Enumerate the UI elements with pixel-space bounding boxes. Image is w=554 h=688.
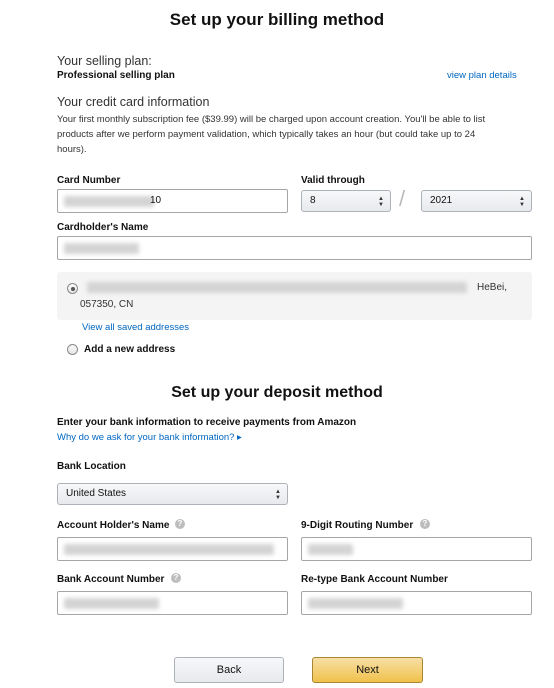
- retype-account-number-label: Re-type Bank Account Number: [301, 574, 448, 585]
- expiry-year-select[interactable]: [421, 190, 532, 212]
- view-plan-details-link[interactable]: view plan details: [447, 70, 517, 81]
- retype-account-number-input[interactable]: [301, 591, 532, 615]
- redacted-retype-account-number: [308, 598, 403, 609]
- date-separator: /: [399, 186, 406, 211]
- credit-card-heading: Your credit card information: [57, 95, 210, 109]
- bank-account-number-input[interactable]: [57, 591, 288, 615]
- account-holder-input[interactable]: [57, 537, 288, 561]
- account-holder-label: [57, 520, 169, 531]
- redacted-account-holder: [64, 544, 274, 555]
- redacted-address: [87, 282, 467, 293]
- address-line2: 057350, CN: [80, 299, 134, 310]
- saved-address-radio[interactable]: [67, 283, 78, 294]
- credit-card-note-line2: products after we perform payment validation, which typically takes an hour (but could take up to 24: [57, 129, 476, 140]
- redacted-card-number: [64, 196, 154, 207]
- bank-location-value: United States: [66, 488, 127, 499]
- account-holder-label-text: Account Holder's Name: [57, 520, 170, 531]
- next-button[interactable]: Next: [312, 657, 423, 683]
- back-button[interactable]: Back: [174, 657, 284, 683]
- bank-account-number-label: Bank Account Number: [57, 574, 165, 585]
- credit-card-note-line3: hours).: [57, 144, 87, 155]
- help-icon[interactable]: ?: [175, 519, 185, 529]
- card-number-suffix: 10: [150, 195, 162, 206]
- address-line1-suffix: HeBei,: [477, 282, 508, 293]
- selling-plan-label: Your selling plan:: [57, 54, 152, 68]
- credit-card-note-line1: Your first monthly subscription fee ($39.99) will be charged upon account creation. You'll be able to list: [57, 114, 486, 125]
- add-address-radio[interactable]: [67, 344, 78, 355]
- select-arrow-icon: ▲ ▼: [519, 196, 525, 208]
- expiry-month-select[interactable]: [301, 190, 391, 212]
- valid-through-label: Valid through: [301, 175, 365, 186]
- redacted-account-number: [64, 598, 159, 609]
- card-number-input[interactable]: [57, 189, 288, 213]
- help-icon[interactable]: ?: [171, 573, 181, 583]
- cardholder-name-input[interactable]: [57, 236, 532, 260]
- credit-card-note: [57, 112, 537, 157]
- saved-address-option[interactable]: [57, 272, 532, 320]
- routing-number-label: 9-Digit Routing Number: [301, 520, 414, 531]
- select-arrow-icon: ▲ ▼: [275, 489, 281, 501]
- cardholder-name-label: Cardholder's Name: [57, 222, 149, 233]
- deposit-intro: Enter your bank information to receive payments from Amazon: [57, 417, 357, 428]
- expiry-year-value: 2021: [430, 195, 453, 206]
- add-address-label[interactable]: Add a new address: [84, 344, 176, 355]
- redacted-routing-number: [308, 544, 353, 555]
- redacted-cardholder-name: [64, 243, 139, 254]
- bank-location-label: Bank Location: [57, 461, 126, 472]
- card-number-label: Card Number: [57, 175, 121, 186]
- selling-plan-value: Professional selling plan: [57, 70, 175, 81]
- bank-location-select[interactable]: [57, 483, 288, 505]
- select-arrow-icon: ▲ ▼: [378, 196, 384, 208]
- deposit-title: Set up your deposit method: [171, 384, 383, 401]
- why-bank-info-link[interactable]: Why do we ask for your bank information? ▸: [57, 432, 242, 443]
- routing-number-input[interactable]: [301, 537, 532, 561]
- view-saved-addresses-link[interactable]: View all saved addresses: [82, 322, 190, 333]
- expiry-month-value: 8: [310, 195, 316, 206]
- help-icon[interactable]: ?: [420, 519, 430, 529]
- billing-title: Set up your billing method: [169, 10, 385, 29]
